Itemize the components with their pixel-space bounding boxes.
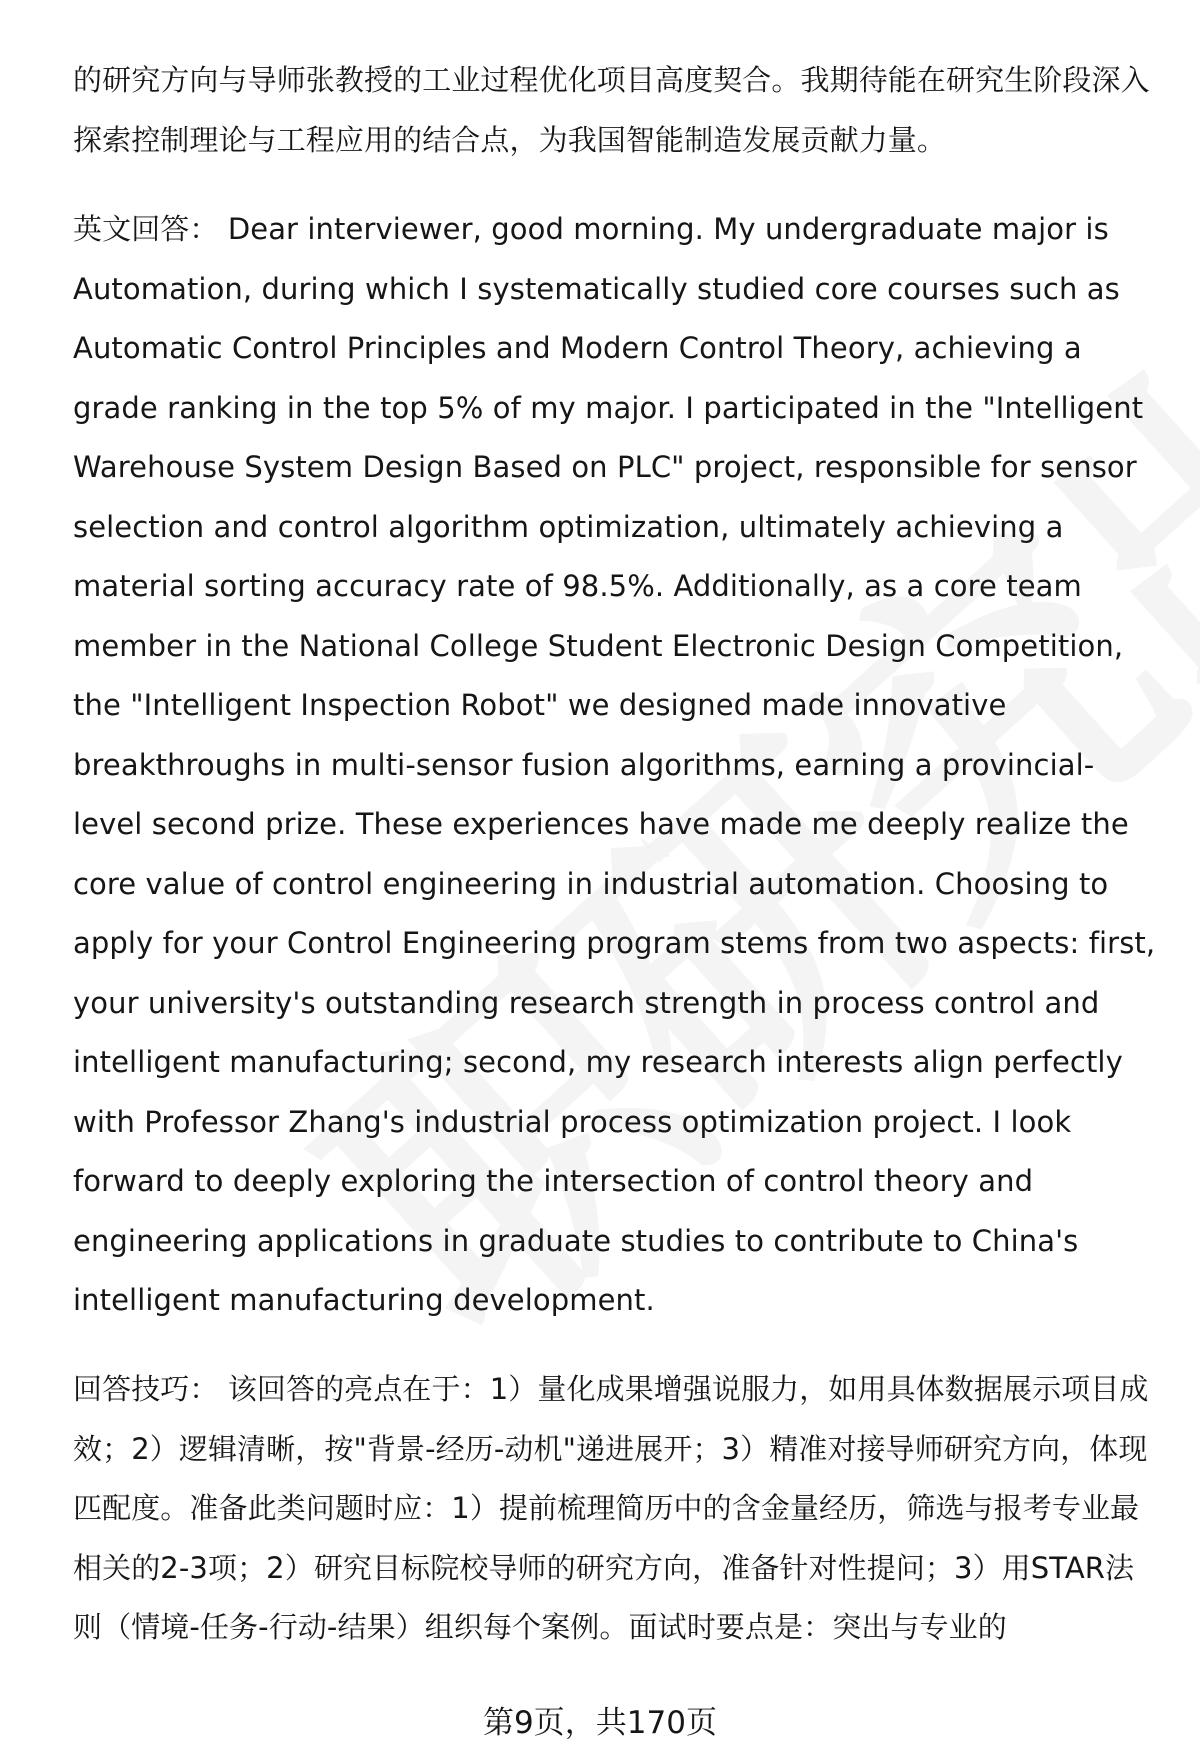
paragraph-chinese-answer-end: 的研究方向与导师张教授的工业过程优化项目高度契合。我期待能在研究生阶段深入探索控制理论与工程应用的结合点，为我国智能制造发展贡献力量。 [73,63,1150,157]
page-number: 第9页，共170页 [483,1705,717,1741]
paragraph-answer-tips: 回答技巧： 该回答的亮点在于：1）量化成果增强说服力，如用具体数据展示项目成效；2）逻辑清晰，按"背景-经历-动机"递进展开；3）精准对接导师研究方向，体现匹配度。准备此类问题时应：1）提前梳理简历中的含金量经历，筛选与报考专业最相关的2-3项；2）研究目标院校导师的研究方向，准备针对性提问；3）用STAR法则（情境-任务-行动-结果）组织每个案例。面试时要点是：突出与专业的 [73,1372,1149,1644]
paragraph-english-answer: 英文回答： Dear interviewer, good morning. My undergraduate major is Automation, during which I systematically studied core courses such as Automatic Control Principles and Modern Control Theory, achieving a grade ranking in the top 5% of my major. I participated in the "Intelligent Warehouse System Design Based on PLC" project, responsible for sensor selection and control algorithm optimization, ultimately achieving a material sorting accuracy rate of 98.5%. Additionally, as a core team member in the National College Student Electronic Design Competition, the "Intelligent Inspection Robot" we designed made innovative breakthroughs in multi-sensor fusion algorithms, earning a provincial-level second prize. These experiences have made me deeply realize the core value of control engineering in industrial automation. Choosing to apply for your Control Engineering program stems from two aspects: first, your university's outstanding research strength in process control and intelligent manufacturing; second, my research interests align perfectly with Professor Zhang's industrial process optimization project. I look forward to deeply exploring the intersection of control theory and engineering applications in graduate studies to contribute to China's intelligent manufacturing development. [73,212,1156,1317]
